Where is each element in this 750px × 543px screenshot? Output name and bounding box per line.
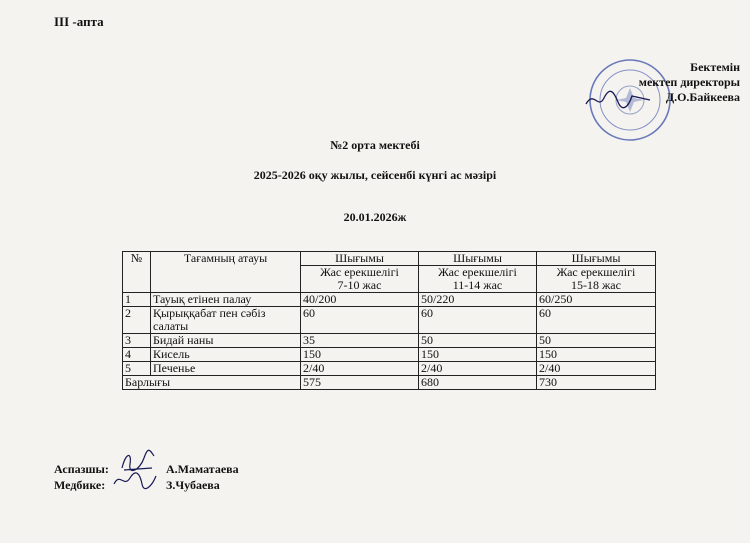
row-value-15-18: 50 <box>537 334 656 348</box>
menu-title: 2025-2026 оқу жылы, сейсенбі күнгі ас мәзірі <box>253 168 497 182</box>
row-value-7-10: 40/200 <box>301 293 419 307</box>
row-no: 3 <box>123 334 151 348</box>
row-no: 1 <box>123 293 151 307</box>
approval-line-3: Д.О.Байкеева <box>665 90 740 104</box>
row-value-11-14: 150 <box>419 348 537 362</box>
week-label: ІІІ -апта <box>54 14 104 29</box>
row-value-7-10: 60 <box>301 307 419 334</box>
header-name: Тағамның атауы <box>151 252 301 293</box>
total-value-11-14: 680 <box>419 376 537 390</box>
cook-label: Аспазшы: <box>54 462 109 476</box>
cook-line <box>54 462 239 477</box>
school-name: №2 орта мектебі <box>330 138 420 152</box>
subheader-col1-a: Жас ерекшелігі <box>320 265 399 279</box>
row-value-7-10: 150 <box>301 348 419 362</box>
row-value-11-14: 50 <box>419 334 537 348</box>
row-no: 4 <box>123 348 151 362</box>
header-col3: Шығымы <box>537 252 656 266</box>
row-name: Печенье <box>151 362 301 376</box>
subheader-col2 <box>419 266 537 293</box>
table-row <box>123 334 656 348</box>
table-row <box>123 362 656 376</box>
row-name: Бидай наны <box>151 334 301 348</box>
total-value-15-18: 730 <box>537 376 656 390</box>
header-no: № <box>123 252 151 293</box>
table-row <box>123 307 656 334</box>
row-value-15-18: 2/40 <box>537 362 656 376</box>
row-name: Кисель <box>151 348 301 362</box>
table-row <box>123 293 656 307</box>
row-value-15-18: 150 <box>537 348 656 362</box>
total-value-7-10: 575 <box>301 376 419 390</box>
subheader-col3-a: Жас ерекшелігі <box>556 265 636 279</box>
row-value-15-18: 60/250 <box>537 293 656 307</box>
menu-date: 20.01.2026ж <box>343 210 407 224</box>
row-name: Тауық етінен палау <box>151 293 301 307</box>
row-value-7-10: 2/40 <box>301 362 419 376</box>
row-value-11-14: 50/220 <box>419 293 537 307</box>
approval-block <box>600 60 740 105</box>
approval-line-1: Бектемін <box>690 60 740 74</box>
row-value-11-14: 60 <box>419 307 537 334</box>
subheader-col3-b: 15-18 жас <box>571 278 621 292</box>
cook-name: А.Маматаева <box>166 462 239 476</box>
approval-line-2: мектеп директоры <box>638 75 740 89</box>
nurse-line <box>54 478 220 493</box>
nurse-name: З.Чубаева <box>166 478 220 492</box>
row-no: 2 <box>123 307 151 334</box>
row-value-11-14: 2/40 <box>419 362 537 376</box>
row-name: Қырыққабат пен сәбіз салаты <box>151 307 301 334</box>
subheader-col2-b: 11-14 жас <box>452 278 503 292</box>
subheader-col1 <box>301 266 419 293</box>
table-row <box>123 348 656 362</box>
row-value-7-10: 35 <box>301 334 419 348</box>
subheader-col1-b: 7-10 жас <box>337 278 382 292</box>
menu-table <box>122 251 656 390</box>
subheader-col2-a: Жас ерекшелігі <box>438 265 517 279</box>
table-header-row <box>123 252 656 266</box>
nurse-label: Медбике: <box>54 478 106 492</box>
subheader-col3 <box>537 266 656 293</box>
total-label: Барлығы <box>123 376 301 390</box>
row-value-15-18: 60 <box>537 307 656 334</box>
table-total-row <box>123 376 656 390</box>
header-col1: Шығымы <box>301 252 419 266</box>
header-col2: Шығымы <box>419 252 537 266</box>
row-no: 5 <box>123 362 151 376</box>
